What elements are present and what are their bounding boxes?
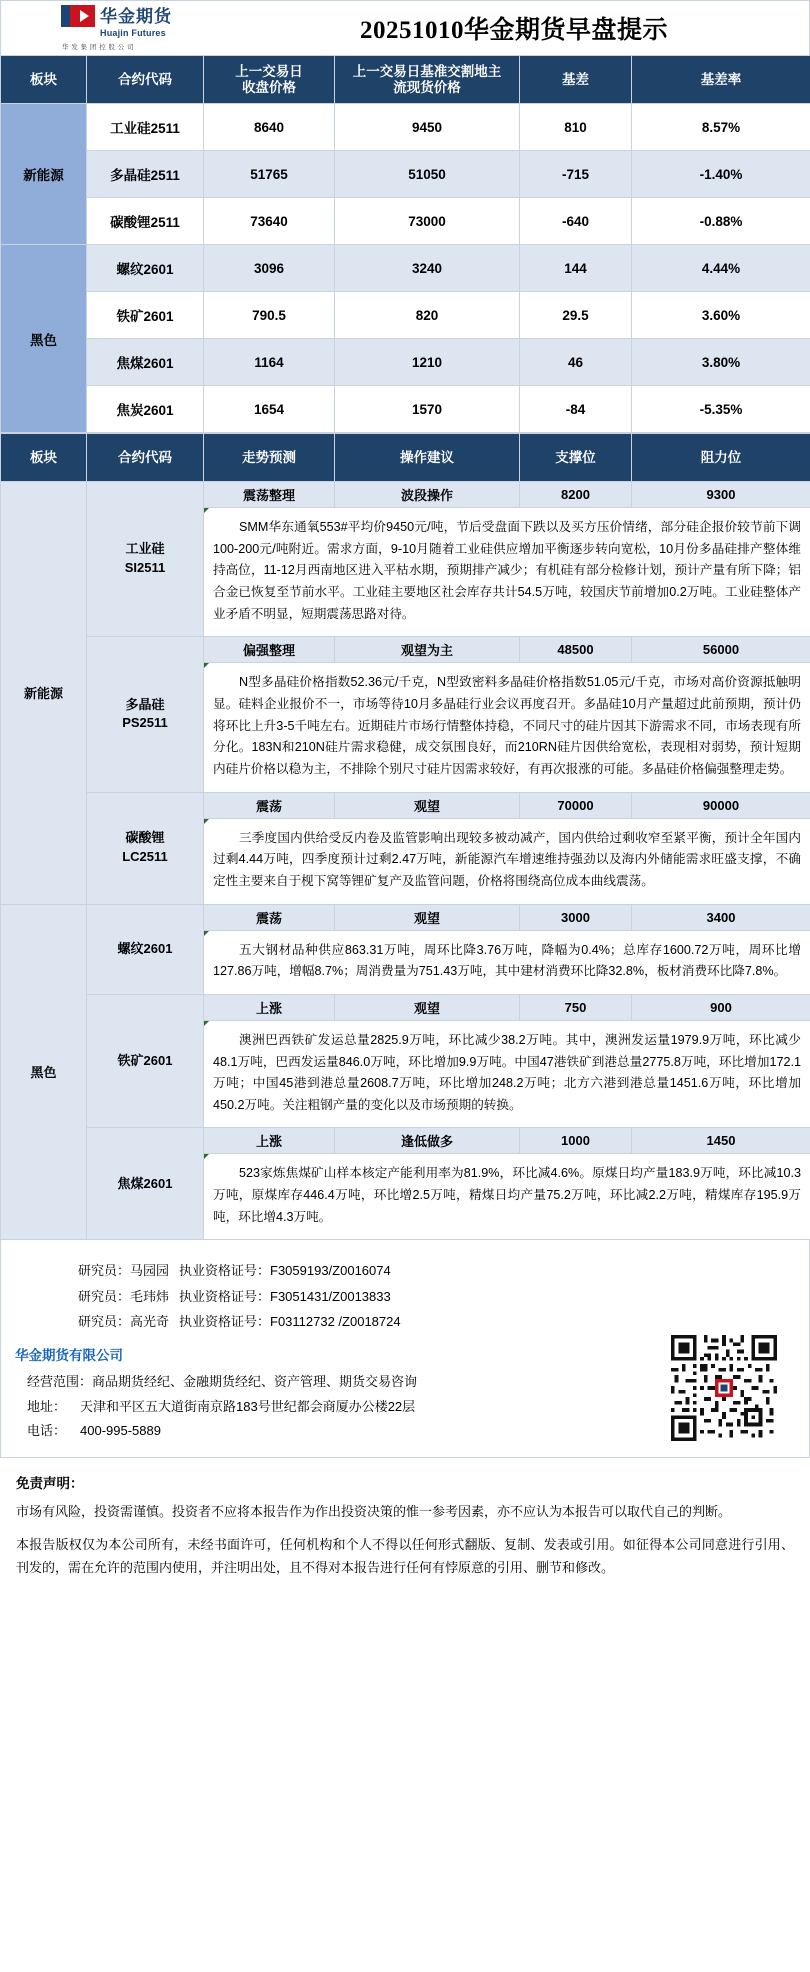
outlook-summary-row	[1, 1128, 810, 1154]
basis-cell: -640	[520, 198, 632, 245]
resistance-level-cell: 56000	[632, 637, 810, 663]
researcher-license: 执业资格证号：F3051431/Z0013833	[179, 1288, 391, 1304]
contract-code-cell	[87, 482, 204, 637]
researcher-name: 研究员：高光奇	[77, 1314, 169, 1330]
disclaimer	[0, 1458, 810, 1606]
col-header-contract: 合约代码	[87, 56, 204, 104]
col-header-close-price	[204, 56, 335, 104]
resistance-level-cell: 3400	[632, 904, 810, 930]
advice-cell: 观望	[335, 904, 520, 930]
basis-table	[0, 55, 810, 433]
outlook-summary-row	[1, 904, 810, 930]
resistance-level-cell: 90000	[632, 792, 810, 818]
analysis-comment-cell	[204, 818, 810, 904]
support-level-cell: 750	[520, 994, 632, 1020]
researcher-row	[1, 1258, 809, 1283]
col-header-support: 支撑位	[520, 434, 632, 482]
trend-cell: 震荡整理	[204, 482, 335, 508]
contract-code-cell	[87, 904, 204, 994]
close-price-cell: 73640	[204, 198, 335, 245]
trend-cell: 偏强整理	[204, 637, 335, 663]
contract-code-cell	[87, 994, 204, 1128]
masthead	[0, 0, 810, 55]
analysis-comment-text: 523家炼焦煤矿山样本核定产能利用率为81.9%，环比减4.6%。原煤日均产量183.9万吨，环比减10.3万吨，原煤库存446.4万吨，环比增2.5万吨，精煤日均产量75.2万吨，环比减2.2万吨，精煤库存195.9万吨，环比增4.3万吨。	[213, 1166, 801, 1224]
col-header-contract-2: 合约代码	[87, 434, 204, 482]
contract-code-line-2: PS2511	[122, 715, 168, 731]
trend-cell: 上涨	[204, 994, 335, 1020]
sector-cell: 新能源	[1, 104, 87, 245]
huajin-logo-icon	[61, 5, 95, 27]
qr-code-icon	[667, 1331, 779, 1443]
contract-code-cell	[87, 637, 204, 792]
researcher-name: 研究员：马园园	[77, 1263, 169, 1279]
disclaimer-line-1: 市场有风险，投资需谨慎。投资者不应将本报告作为作出投资决策的惟一参考因素，亦不应认为本报告可以取代自己的判断。	[16, 1504, 732, 1520]
col-header-sector-2: 板块	[1, 434, 87, 482]
trend-cell: 上涨	[204, 1128, 335, 1154]
researcher-list	[1, 1258, 809, 1334]
contract-code-line-1: 工业硅	[125, 541, 165, 557]
col-header-close-price-l1: 上一交易日	[235, 63, 303, 79]
contract-code-line-1: 铁矿2601	[117, 1052, 173, 1068]
trend-cell: 震荡	[204, 904, 335, 930]
outlook-summary-row	[1, 482, 810, 508]
support-level-cell: 48500	[520, 637, 632, 663]
advice-cell: 逢低做多	[335, 1128, 520, 1154]
contract-code-line-1: 碳酸锂	[125, 830, 165, 846]
table-row	[1, 339, 810, 386]
contract-code-line-2: LC2511	[122, 849, 168, 865]
col-header-spot-price	[335, 56, 520, 104]
basis-table-header-row	[1, 56, 810, 104]
table-row	[1, 104, 810, 151]
spot-price-cell: 73000	[335, 198, 520, 245]
basis-rate-cell: 3.80%	[632, 339, 810, 386]
col-header-spot-price-l1: 上一交易日基准交割地主	[352, 63, 502, 79]
sector-cell: 黑色	[1, 245, 87, 433]
basis-rate-cell: 8.57%	[632, 104, 810, 151]
table-row	[1, 151, 810, 198]
col-header-spot-price-l2: 流现货价格	[393, 79, 461, 95]
phone-value: 400-995-5889	[80, 1422, 161, 1438]
basis-cell: 810	[520, 104, 632, 151]
analysis-comment-cell	[204, 1020, 810, 1128]
spot-price-cell: 3240	[335, 245, 520, 292]
outlook-summary-row	[1, 637, 810, 663]
contract-code-line-1: 螺纹2601	[117, 940, 173, 956]
analysis-comment-text: 澳洲巴西铁矿发运总量2825.9万吨，环比减少38.2万吨。其中，澳洲发运量1979.9万吨，环比减少48.1万吨，巴西发运量846.0万吨，环比增加9.9万吨。中国47港铁矿到港总量2775.8万吨，环比增加172.1万吨；中国45港到港总量2608.7万吨，环比增加248.2万吨；北方六港到港总量1451.6万吨，环比增加450.2万吨。关注粗钢产量的变化以及市场预期的转换。	[213, 1032, 801, 1112]
phone-label: 电话：	[27, 1422, 67, 1438]
close-price-cell: 3096	[204, 245, 335, 292]
advice-cell: 观望	[335, 994, 520, 1020]
col-header-basis: 基差	[520, 56, 632, 104]
basis-cell: -715	[520, 151, 632, 198]
basis-rate-cell: -5.35%	[632, 386, 810, 433]
col-header-basis-rate: 基差率	[632, 56, 810, 104]
researcher-name: 研究员：毛玮炜	[77, 1288, 169, 1304]
basis-cell: 144	[520, 245, 632, 292]
brand-name-en: Huajin Futures	[100, 28, 166, 38]
close-price-cell: 51765	[204, 151, 335, 198]
analysis-comment-cell	[204, 930, 810, 994]
advice-cell: 波段操作	[335, 482, 520, 508]
brand-name-cn: 华金期货	[100, 6, 172, 26]
business-scope-label: 经营范围：	[27, 1374, 93, 1390]
contract-code-cell: 焦煤2601	[87, 339, 204, 386]
analysis-comment-text: 三季度国内供给受反内卷及监管影响出现较多被动减产，国内供给过剩收窄至紧平衡，预计全年国内过剩4.44万吨，四季度预计过剩2.47万吨，新能源汽车增速维持强劲以及海内外储能需求旺盛支撑，不确定性主要来自于枧下窝等锂矿复产及监管问题，价格将围绕高位成本曲线震荡。	[213, 830, 801, 888]
basis-cell: -84	[520, 386, 632, 433]
spot-price-cell: 51050	[335, 151, 520, 198]
close-price-cell: 1654	[204, 386, 335, 433]
contract-code-cell: 焦炭2601	[87, 386, 204, 433]
footer	[0, 1240, 810, 1457]
analysis-comment-cell	[204, 1154, 810, 1240]
table-row	[1, 292, 810, 339]
col-header-advice: 操作建议	[335, 434, 520, 482]
basis-cell: 29.5	[520, 292, 632, 339]
spot-price-cell: 820	[335, 292, 520, 339]
address-label: 地址：	[27, 1398, 67, 1414]
contract-code-line-2: SI2511	[124, 560, 166, 576]
sector-cell: 新能源	[1, 482, 87, 905]
contract-code-cell: 多晶硅2511	[87, 151, 204, 198]
close-price-cell: 1164	[204, 339, 335, 386]
support-level-cell: 1000	[520, 1128, 632, 1154]
contract-code-cell: 螺纹2601	[87, 245, 204, 292]
resistance-level-cell: 1450	[632, 1128, 810, 1154]
analysis-comment-cell	[204, 508, 810, 637]
col-header-sector: 板块	[1, 56, 87, 104]
researcher-license: 执业资格证号：F03112732 /Z0018724	[179, 1314, 401, 1330]
close-price-cell: 790.5	[204, 292, 335, 339]
outlook-table-header-row	[1, 434, 810, 482]
support-level-cell: 70000	[520, 792, 632, 818]
page-title: 20251010华金期货早盘提示	[359, 17, 668, 44]
contract-code-line-1: 多晶硅	[125, 696, 165, 712]
basis-rate-cell: -0.88%	[632, 198, 810, 245]
basis-rate-cell: 4.44%	[632, 245, 810, 292]
contract-code-cell	[87, 1128, 204, 1240]
contract-code-cell	[87, 792, 204, 904]
basis-rate-cell: -1.40%	[632, 151, 810, 198]
address-value: 天津和平区五大道街南京路183号世纪都会商厦办公楼22层	[80, 1398, 416, 1414]
analysis-comment-text: N型多晶硅价格指数52.36元/千克，N型致密料多晶硅价格指数51.05元/千克，市场对高价资源抵触明显。硅料企业报价不一，市场等待10月多晶硅行业会议再度召开。多晶硅10月产量超过此前预期，预计仍将环比上升3-5千吨左右。近期硅片市场行情整体持稳，不同尺寸的硅片因其下游需求不同，市场表现有所分化。183N和210N硅片需求稳健，成交氛围良好，而210RN硅片因供给宽松，表现相对弱势，预计短期内硅片价格以稳为主，不排除个别尺寸硅片因需求较好，有再次报涨的可能。多晶硅价格偏强整理走势。	[213, 675, 801, 776]
outlook-table	[0, 433, 810, 1240]
resistance-level-cell: 900	[632, 994, 810, 1020]
analysis-comment-text: SMM华东通氧553#平均价9450元/吨，节后受盘面下跌以及买方压价情绪，部分硅企报价较节前下调100-200元/吨附近。需求方面，9-10月随着工业硅供应增加平衡逐步转向宽松，10月份多晶硅排产整体维持高位，11-12月西南地区进入平枯水期，预期排产减少；有机硅有部分检修计划，预计产量有所下降；铝合金已恢复至节前水平。工业硅主要地区社会库存共计54.5万吨，较国庆节前增加0.2万吨。工业硅整体产业矛盾不明显，短期震荡思路对待。	[213, 520, 801, 621]
support-level-cell: 3000	[520, 904, 632, 930]
support-level-cell: 8200	[520, 482, 632, 508]
col-header-resistance: 阻力位	[632, 434, 810, 482]
contract-code-cell: 碳酸锂2511	[87, 198, 204, 245]
analysis-comment-text: 五大钢材品种供应863.31万吨，周环比降3.76万吨，降幅为0.4%；总库存1600.72万吨，周环比增127.86万吨，增幅8.7%；周消费量为751.43万吨，其中建材消费环比降32.8%，板材消费环比降7.8%。	[213, 942, 801, 979]
researcher-row	[1, 1284, 809, 1309]
table-row	[1, 198, 810, 245]
spot-price-cell: 1210	[335, 339, 520, 386]
spot-price-cell: 9450	[335, 104, 520, 151]
spot-price-cell: 1570	[335, 386, 520, 433]
business-scope-value: 商品期货经纪、金融期货经纪、资产管理、期货交易咨询	[92, 1374, 418, 1390]
sector-cell: 黑色	[1, 904, 87, 1240]
contract-code-cell: 工业硅2511	[87, 104, 204, 151]
trend-cell: 震荡	[204, 792, 335, 818]
contract-code-line-1: 焦煤2601	[117, 1175, 173, 1191]
outlook-summary-row	[1, 792, 810, 818]
brand-logo	[1, 5, 259, 51]
contract-code-cell: 铁矿2601	[87, 292, 204, 339]
col-header-close-price-l2: 收盘价格	[242, 79, 296, 95]
outlook-summary-row	[1, 994, 810, 1020]
table-row	[1, 386, 810, 433]
advice-cell: 观望	[335, 792, 520, 818]
close-price-cell: 8640	[204, 104, 335, 151]
disclaimer-title: 免责声明：	[16, 1475, 84, 1491]
resistance-level-cell: 9300	[632, 482, 810, 508]
basis-cell: 46	[520, 339, 632, 386]
researcher-license: 执业资格证号：F3059193/Z0016074	[179, 1263, 391, 1279]
analysis-comment-cell	[204, 663, 810, 792]
col-header-trend: 走势预测	[204, 434, 335, 482]
brand-parent-company: 华发集团控股公司	[62, 44, 137, 51]
basis-rate-cell: 3.60%	[632, 292, 810, 339]
table-row	[1, 245, 810, 292]
advice-cell: 观望为主	[335, 637, 520, 663]
company-name: 华金期货有限公司	[15, 1348, 123, 1364]
disclaimer-line-2: 本报告版权仅为本公司所有，未经书面许可，任何机构和个人不得以任何形式翻版、复制、发表或引用。如征得本公司同意进行引用、刊发的，需在允许的范围内使用，并注明出处，且不得对本报告进行任何有悖原意的引用、删节和修改。	[16, 1536, 794, 1575]
